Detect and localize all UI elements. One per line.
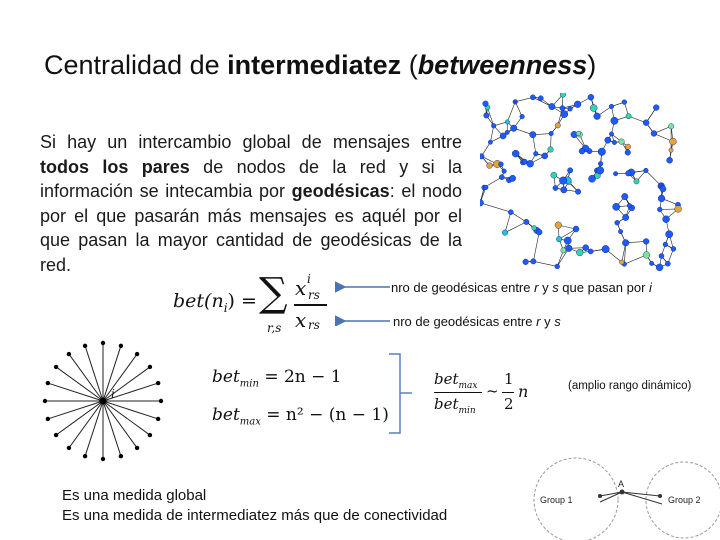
network-node	[561, 111, 568, 118]
slide-title	[44, 50, 596, 81]
network-node	[613, 171, 617, 175]
network-node	[483, 101, 489, 107]
network-nodes	[480, 93, 682, 271]
star-center-label: i	[111, 387, 115, 401]
network-node	[602, 245, 609, 252]
star-leaf-node	[148, 433, 152, 437]
network-node	[520, 114, 525, 119]
network-node	[622, 100, 627, 105]
group-1-label: Group 1	[540, 495, 573, 505]
star-spoke	[103, 354, 137, 401]
network-node	[536, 229, 542, 235]
network-node	[627, 203, 632, 208]
network-node	[619, 139, 625, 145]
network-node	[622, 193, 628, 199]
groups-diagram	[526, 450, 720, 540]
network-node	[555, 264, 560, 269]
network-node	[574, 101, 581, 108]
network-edge	[480, 203, 511, 212]
network-node	[505, 120, 509, 124]
network-node	[619, 260, 624, 265]
network-node	[491, 123, 496, 128]
network-node	[609, 104, 614, 109]
star-leaf-node	[54, 365, 58, 369]
star-leaf-node	[43, 399, 47, 403]
network-node	[596, 167, 604, 175]
network-node	[568, 107, 573, 112]
denominator-x: x	[295, 308, 307, 332]
betweenness-formula	[173, 270, 343, 344]
network-node	[643, 238, 649, 244]
title-bold-italic: betweenness	[417, 50, 588, 80]
network-node	[523, 259, 529, 265]
network-node	[513, 99, 518, 104]
node-a-label: A	[618, 479, 625, 489]
title-paren-close: )	[587, 50, 597, 80]
network-node	[480, 154, 484, 159]
numerator-x: x	[295, 276, 307, 300]
star-spoke	[48, 401, 103, 419]
network-node	[609, 132, 613, 136]
network-node	[483, 185, 488, 190]
network-node	[565, 245, 572, 252]
bottom-line-2: Es una medida de intermediatez más que de conectividad	[62, 507, 448, 524]
network-node	[512, 150, 519, 157]
title-bold: intermediatez	[227, 50, 402, 80]
star-leaf-node	[119, 344, 123, 348]
paragraph-text-2: de nodos de la red y si la información se intecambia por	[40, 156, 462, 201]
network-node	[657, 207, 662, 212]
network-node	[613, 203, 620, 210]
star-leaf-node	[148, 365, 152, 369]
network-node	[660, 186, 666, 192]
network-node	[588, 94, 594, 100]
network-node	[559, 177, 567, 185]
paragraph-bold-1: todos los pares	[40, 156, 190, 177]
star-leaf-node	[46, 381, 50, 385]
network-node	[502, 169, 507, 174]
star-leaf-node	[46, 417, 50, 421]
network-node	[575, 189, 580, 194]
network-node	[576, 131, 581, 136]
network-node	[643, 252, 650, 259]
paragraph-bold-2: geodésicas	[291, 181, 390, 201]
network-node	[669, 148, 673, 152]
network-node	[612, 140, 617, 145]
star-leaf-node	[101, 457, 105, 461]
star-center-node	[100, 398, 107, 405]
formula-lhs: bet(n	[173, 290, 224, 312]
network-node	[567, 168, 572, 173]
sum-subscript: r,s	[267, 321, 282, 335]
network-node	[510, 125, 517, 132]
network-node	[549, 103, 555, 109]
network-node	[618, 229, 622, 233]
numerator-sub: rs	[308, 288, 320, 302]
star-leaf-node	[135, 446, 139, 450]
network-node	[659, 253, 664, 258]
network-node	[675, 206, 682, 213]
title-paren-open: (	[401, 50, 418, 80]
network-node	[533, 151, 538, 156]
network-node	[499, 162, 504, 167]
paragraph-text-1: Si hay un intercambio global de mensajes entre	[40, 132, 462, 152]
star-leaf-node	[101, 341, 105, 345]
network-node	[522, 159, 527, 164]
network-node	[658, 195, 665, 202]
network-node	[622, 239, 629, 246]
network-node	[561, 248, 566, 253]
network-node	[542, 153, 548, 159]
star-graph	[40, 338, 170, 468]
denominator-sub: rs	[308, 318, 320, 332]
network-node	[509, 175, 515, 181]
network-node	[579, 148, 585, 154]
network-node	[561, 187, 567, 193]
definition-paragraph	[40, 130, 462, 277]
title-prefix: Centralidad de	[44, 50, 228, 80]
network-node	[615, 220, 620, 225]
network-node	[530, 95, 535, 100]
network-node	[643, 120, 649, 126]
star-spoke	[56, 401, 103, 435]
network-node	[594, 113, 601, 120]
numerator-annotation: nro de geodésicas entre r y s que pasan por i	[391, 280, 652, 295]
star-spoke	[103, 401, 121, 456]
formula-lhs-sub: i	[223, 300, 228, 315]
network-node	[553, 185, 558, 190]
star-leaf-node	[54, 433, 58, 437]
network-node	[626, 171, 632, 177]
network-node	[505, 130, 509, 134]
network-node	[626, 114, 631, 119]
network-node	[598, 148, 606, 156]
star-leaf-node	[135, 352, 139, 356]
network-node	[669, 138, 676, 145]
star-leaf-node	[83, 454, 87, 458]
star-leaf-node	[83, 344, 87, 348]
network-edge	[505, 222, 526, 233]
denominator-annotation: nro de geodésicas entre r y s	[393, 314, 561, 329]
fraction-bar	[294, 304, 327, 306]
star-leaf-node	[119, 454, 123, 458]
network-node	[524, 219, 529, 224]
network-node	[588, 249, 593, 254]
star-leaf-node	[159, 399, 163, 403]
star-spoke	[69, 401, 103, 448]
network-node	[556, 236, 562, 242]
network-node	[508, 210, 513, 215]
star-leaf-node	[156, 417, 160, 421]
star-spoke	[48, 383, 103, 401]
star-spoke	[103, 401, 150, 435]
dynamic-range-caption: (amplio rango dinámico)	[568, 380, 692, 392]
network-edge	[533, 261, 557, 266]
bottom-notes	[62, 486, 447, 526]
network-node	[488, 140, 492, 144]
bet-max-formula: bet$_{max}$ = n² − (n − 1)	[212, 405, 389, 428]
network-node	[583, 245, 589, 251]
network-node	[598, 161, 603, 166]
network-node	[502, 230, 508, 236]
network-node	[644, 168, 649, 173]
network-node	[665, 261, 670, 266]
network-node	[656, 264, 663, 271]
network-node	[487, 163, 493, 169]
ratio-formula: bet$_{max}$ bet$_{min}$ ~ 1 2 n	[434, 370, 529, 416]
network-node	[538, 96, 543, 101]
annotation-arrows	[335, 276, 395, 326]
network-node	[666, 231, 673, 238]
formula-lhs-close: ) =	[227, 290, 257, 312]
star-spoke	[85, 346, 103, 401]
network-edge	[507, 102, 515, 122]
network-node	[548, 147, 554, 153]
star-spoke	[69, 354, 103, 401]
network-node	[634, 179, 639, 184]
star-leaf-node	[156, 381, 160, 385]
network-node	[649, 261, 653, 265]
network-node	[573, 226, 579, 232]
network-node	[625, 144, 630, 149]
network-node	[532, 226, 537, 231]
sum-symbol: ∑	[259, 270, 288, 316]
network-node	[668, 124, 674, 130]
star-spoke	[103, 401, 158, 419]
network-node	[590, 104, 597, 111]
network-node	[605, 137, 611, 143]
node-a	[620, 490, 625, 495]
bracket	[386, 352, 414, 436]
network-node	[653, 105, 659, 111]
network-node	[555, 123, 560, 128]
network-node	[667, 157, 673, 163]
star-leaf-node	[67, 446, 71, 450]
star-leaf-node	[67, 352, 71, 356]
bet-min-formula: bet$_{min}$ = 2n − 1	[212, 367, 342, 390]
network-node	[499, 175, 504, 180]
star-spoke	[103, 401, 137, 448]
network-node	[555, 222, 562, 229]
network-node	[651, 131, 657, 137]
network-node	[611, 117, 618, 124]
network-node	[663, 216, 670, 223]
network-image	[480, 93, 684, 273]
network-node	[663, 242, 668, 247]
network-edge	[505, 212, 511, 232]
star-spoke	[85, 401, 103, 456]
network-node	[560, 93, 566, 97]
network-node	[531, 259, 536, 264]
network-node	[530, 131, 536, 137]
network-node	[622, 214, 628, 220]
network-node	[549, 131, 553, 135]
network-node	[671, 246, 676, 251]
network-node	[484, 113, 489, 118]
network-node	[564, 237, 571, 244]
bottom-line-1: Es una medida global	[62, 487, 207, 504]
numerator-sup: i	[307, 272, 311, 286]
network-node	[551, 172, 557, 178]
network-node	[576, 249, 583, 256]
network-node	[480, 200, 484, 207]
network-node	[560, 106, 565, 111]
network-node	[625, 150, 631, 156]
star-spoke	[56, 367, 103, 401]
network-edge	[533, 232, 539, 261]
group-2-label: Group 2	[668, 495, 701, 505]
paragraph-text-3: : el nodo por el que pasarán más mensajes es aquél por el que pasan la mayor cantidad de geodésicas de la red.	[40, 181, 462, 275]
network-node	[527, 160, 534, 167]
